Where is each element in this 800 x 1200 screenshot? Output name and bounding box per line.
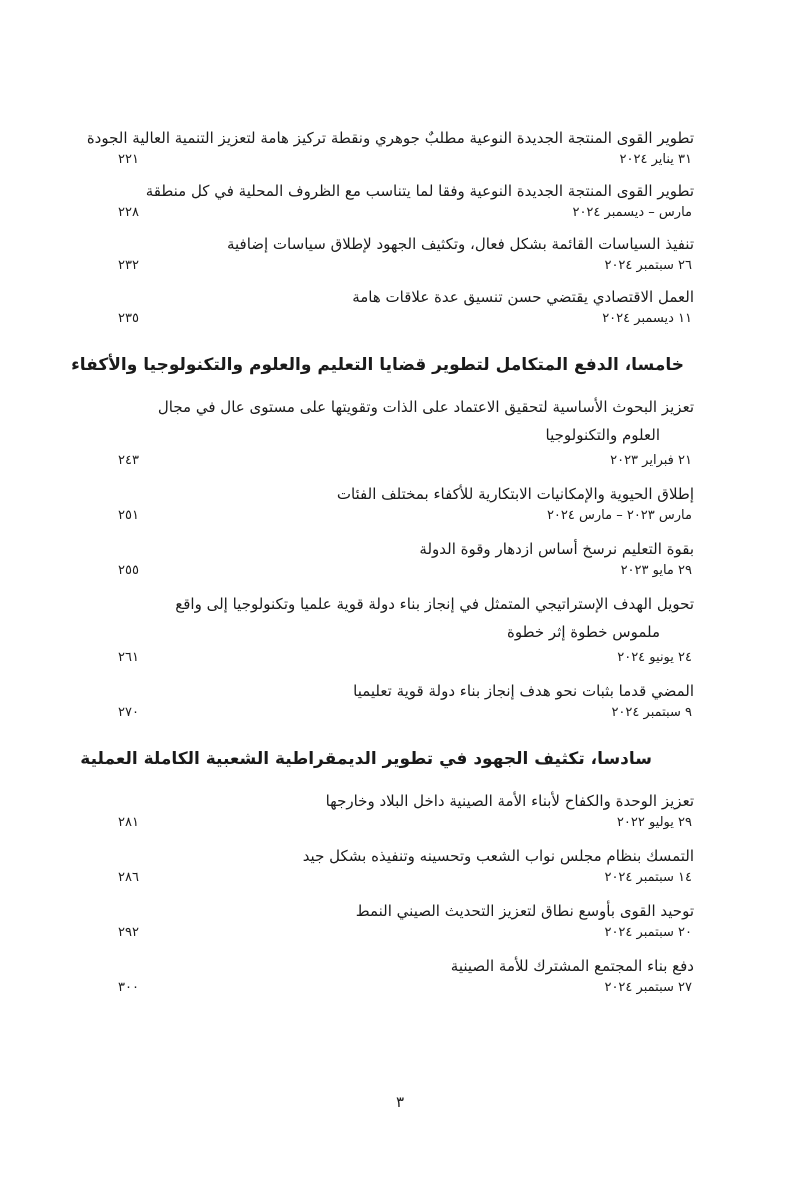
section-heading[interactable]: سادسا، تكثيف الجهود في تطوير الديمقراطية الشعبية الكاملة العملية bbox=[80, 749, 652, 769]
entry-date: ١٤ سبتمبر ٢٠٢٤ bbox=[604, 870, 692, 885]
toc-entry[interactable] bbox=[110, 844, 694, 888]
entry-title: توحيد القوى بأوسع نطاق لتعزيز التحديث الصيني النمط bbox=[355, 902, 694, 920]
entry-title: بقوة التعليم نرسخ أساس ازدهار وقوة الدولة bbox=[419, 540, 694, 558]
toc-content bbox=[71, 126, 694, 998]
entry-date: ٢٤ يونيو ٢٠٢٤ bbox=[617, 650, 692, 665]
entry-page-number: ٢٩٢ bbox=[118, 925, 139, 940]
entry-page-number: ٢٥١ bbox=[118, 508, 139, 523]
entry-title: تنفيذ السياسات القائمة بشكل فعال، وتكثيف الجهود لإطلاق سياسات إضافية bbox=[226, 235, 694, 253]
entry-page-number: ٢٢٨ bbox=[118, 205, 139, 220]
entry-date: ٢١ فبراير ٢٠٢٣ bbox=[610, 453, 692, 468]
section-heading[interactable]: خامسا، الدفع المتكامل لتطوير قضايا التعليم والعلوم والتكنولوجيا والأكفاء bbox=[71, 355, 684, 375]
toc-entry[interactable] bbox=[110, 679, 694, 723]
entry-page-number: ٢٥٥ bbox=[118, 563, 139, 578]
entry-date: مارس – ديسمبر ٢٠٢٤ bbox=[572, 205, 692, 220]
entry-title: دفع بناء المجتمع المشترك للأمة الصينية bbox=[450, 957, 694, 975]
entry-page-number: ٢٨١ bbox=[118, 815, 139, 830]
entry-title: التمسك بنظام مجلس نواب الشعب وتحسينه وتنفيذه بشكل جيد bbox=[302, 847, 694, 865]
entry-page-number: ٢٣٥ bbox=[118, 311, 139, 326]
entry-page-number: ٢٤٣ bbox=[118, 453, 139, 468]
entry-date: مارس ٢٠٢٣ – مارس ٢٠٢٤ bbox=[546, 508, 692, 523]
toc-entry[interactable] bbox=[110, 899, 694, 943]
entry-page-number: ٣٠٠ bbox=[118, 980, 139, 995]
toc-entry[interactable] bbox=[110, 285, 694, 329]
entry-date: ١١ ديسمبر ٢٠٢٤ bbox=[602, 311, 692, 326]
entry-title: تطوير القوى المنتجة الجديدة النوعية مطلبٌ جوهري ونقطة تركيز هامة لتعزيز التنمية العالية الجودة bbox=[86, 129, 694, 147]
entry-page-number: ٢٢١ bbox=[118, 152, 139, 167]
entry-date: ٢٦ سبتمبر ٢٠٢٤ bbox=[604, 258, 692, 273]
entry-title-continuation: ملموس خطوة إثر خطوة bbox=[506, 623, 660, 641]
entry-title: تعزيز الوحدة والكفاح لأبناء الأمة الصينية داخل البلاد وخارجها bbox=[325, 792, 694, 810]
entry-page-number: ٢٧٠ bbox=[118, 705, 139, 720]
toc-entry[interactable] bbox=[110, 789, 694, 833]
entry-date: ٢٧ سبتمبر ٢٠٢٤ bbox=[604, 980, 692, 995]
entry-date: ٢٩ يوليو ٢٠٢٢ bbox=[616, 815, 692, 830]
entry-date: ٢٩ مايو ٢٠٢٣ bbox=[620, 563, 692, 578]
entry-date: ٢٠ سبتمبر ٢٠٢٤ bbox=[604, 925, 692, 940]
entry-title: العمل الاقتصادي يقتضي حسن تنسيق عدة علاقات هامة bbox=[352, 288, 694, 306]
entry-page-number: ٢٨٦ bbox=[118, 870, 139, 885]
entry-title: المضي قدما بثبات نحو هدف إنجاز بناء دولة قوية تعليميا bbox=[353, 682, 694, 700]
entry-date: ٩ سبتمبر ٢٠٢٤ bbox=[611, 705, 692, 720]
toc-entry[interactable] bbox=[110, 232, 694, 276]
toc-entry[interactable] bbox=[110, 395, 694, 471]
toc-entry[interactable] bbox=[110, 954, 694, 998]
entry-title: إطلاق الحيوية والإمكانيات الابتكارية للأكفاء بمختلف الفئات bbox=[336, 485, 694, 503]
entry-date: ٣١ يناير ٢٠٢٤ bbox=[619, 152, 692, 167]
toc-entry[interactable] bbox=[110, 482, 694, 526]
entry-title-continuation: العلوم والتكنولوجيا bbox=[545, 426, 660, 444]
entry-title: تطوير القوى المنتجة الجديدة النوعية وفقا لما يتناسب مع الظروف المحلية في كل منطقة bbox=[145, 182, 694, 200]
entry-title: تعزيز البحوث الأساسية لتحقيق الاعتماد على الذات وتقويتها على مستوى عال في مجال bbox=[157, 398, 694, 416]
page-number: ٣ bbox=[395, 1093, 405, 1111]
toc-entry[interactable] bbox=[110, 537, 694, 581]
entry-title: تحويل الهدف الإستراتيجي المتمثل في إنجاز بناء دولة قوية علميا وتكنولوجيا إلى واقع bbox=[175, 595, 694, 613]
toc-entry[interactable] bbox=[110, 179, 694, 223]
entry-page-number: ٢٦١ bbox=[118, 650, 139, 665]
entry-page-number: ٢٣٢ bbox=[118, 258, 139, 273]
toc-entry[interactable] bbox=[86, 126, 694, 170]
toc-entry[interactable] bbox=[110, 592, 694, 668]
